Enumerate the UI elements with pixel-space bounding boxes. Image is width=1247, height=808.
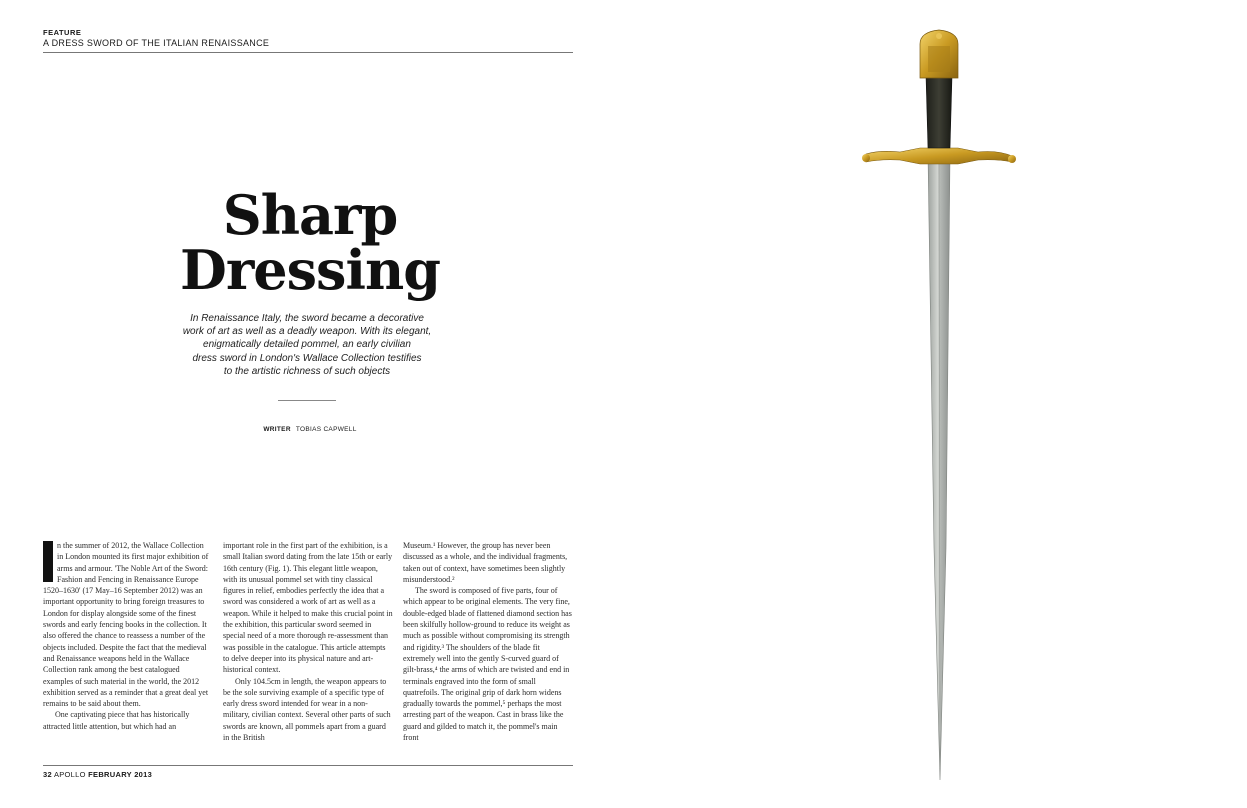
body-paragraph: The sword is composed of five parts, four of which appear to be original elements. The very fine, double-edged blade of flattened diamond section has been skilfully hollow-ground to reduce its weight as much as possible without compromising its strength and rigidity.³ The shoulders of the blade fit extremely well into the gently S-curved guard of gilt-brass,⁴ the arms of which are twisted and end in terminals engraved into the form of small quatrefoils. The original grip of dark horn widens gradually towards the pommel,⁵ perhaps the most arresting part of the weapon. Cast in brass like the guard and gilded to match it, the pommel's main front xyxy=(403,586,572,743)
headline-line-1: Sharp xyxy=(222,183,398,247)
body-column-1 xyxy=(43,540,211,732)
standfirst xyxy=(172,312,442,378)
paragraph-text: n the summer of 2012, the Wallace Collection in London mounted its first major exhibition of arms and armour. 'The Noble Art of the Sword: Fashion and Fencing in Renaissance Europe 1520–1630' (17 May–16 September 2012) was an important opportunity to bring foreign treasures to London for display alongside some of the finest swords and early fencing books in the collection. It also offered the chance to reassess a number of the objects included. Despite the fact that the medieval and Renaissance weapons held in the Wallace Collection rank among the best catalogued examples of such material in the world, the 2012 exhibition served as a reminder that a great deal yet remains to be said about them. xyxy=(43,541,209,709)
body-column-3 xyxy=(403,540,573,743)
standfirst-line: to the artistic richness of such objects xyxy=(223,365,391,377)
byline-name: TOBIAS CAPWELL xyxy=(295,426,357,433)
footer-divider xyxy=(43,765,573,766)
body-paragraph: One captivating piece that has historically attracted little attention, but which had an xyxy=(43,710,190,731)
grip xyxy=(926,76,952,148)
body-paragraph: Only 104.5cm in length, the weapon appears to be the sole surviving example of a specific type of early dress sword intended for wear in a non-military, civilian context. Several other parts of such swords are known, all pommels apart from a guard in the British xyxy=(223,676,391,743)
body-paragraph: important role in the first part of the exhibition, is a small Italian sword dating from the late 15th or early 16th century (Fig. 1). This elegant little weapon, with its unusual pommel set with tiny classical figures in relief, embodies perfectly the idea that a sword was considered a work of art as well as a weapon. While it helped to make this crucial point in the exhibition, this particular sword seemed in special need of a more thorough re-assessment than was possible in the catalogue. This article attempts to delve deeper into its physical nature and art-historical context. xyxy=(223,541,393,675)
standfirst-line: work of art as well as a deadly weapon. With its elegant, xyxy=(182,326,432,338)
article-headline xyxy=(160,183,460,302)
publication-name: APOLLO xyxy=(53,770,86,779)
running-header xyxy=(43,28,573,49)
header-divider xyxy=(43,52,573,53)
standfirst-line: enigmatically detailed pommel, an early civilian xyxy=(203,339,411,351)
section-title: A DRESS SWORD OF THE ITALIAN RENAISSANCE xyxy=(43,38,270,48)
byline-label: WRITER xyxy=(263,426,291,433)
sword-image xyxy=(860,28,1020,788)
issue-date: FEBRUARY 2013 xyxy=(88,770,153,779)
standfirst-divider xyxy=(278,400,336,401)
standfirst-line: dress sword in London's Wallace Collection testifies xyxy=(192,352,422,364)
body-column-2 xyxy=(223,540,393,743)
body-paragraph xyxy=(43,540,211,709)
standfirst-line: In Renaissance Italy, the sword became a decorative xyxy=(190,313,424,324)
body-paragraph: Museum.¹ However, the group has never been discussed as a whole, and the individual fragments, taken out of context, have sometimes been slightly misunderstood.² xyxy=(403,541,568,584)
section-label: FEATURE xyxy=(43,28,82,37)
drop-cap xyxy=(43,541,53,582)
page-number: 32 xyxy=(43,770,52,779)
byline xyxy=(160,426,460,433)
crossguard xyxy=(866,148,1012,164)
folio xyxy=(43,770,152,779)
headline-line-2: Dressing xyxy=(180,238,440,302)
